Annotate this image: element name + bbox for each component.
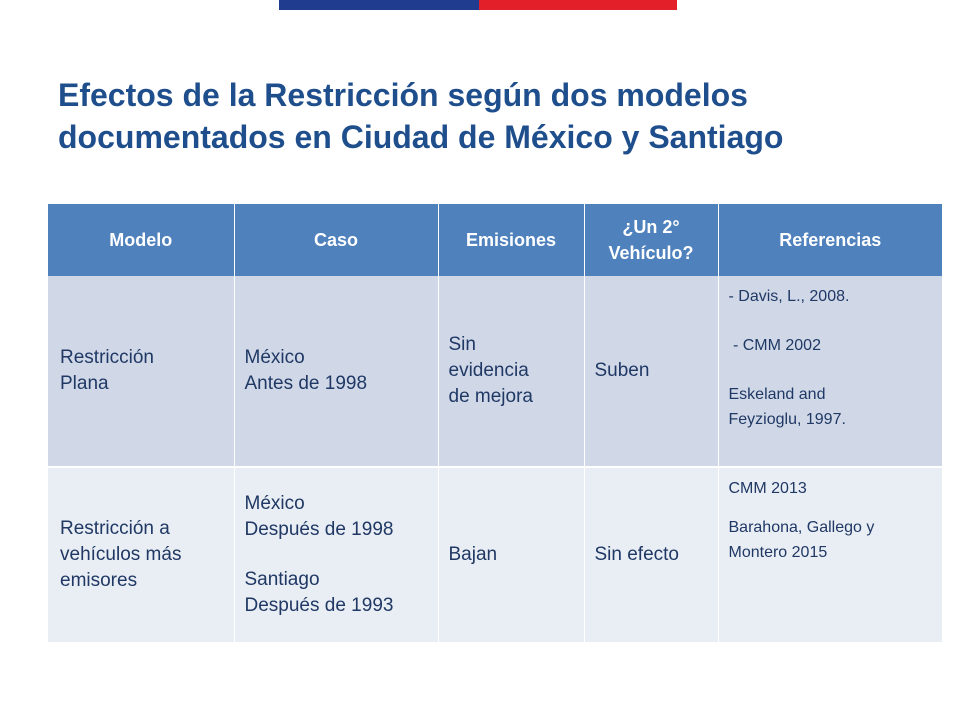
title-line-1: Efectos de la Restricción según dos modelos — [58, 77, 748, 113]
reference-item: Feyzioglu, 1997. — [728, 411, 846, 428]
header-vehiculo-line-2: Vehículo? — [608, 243, 694, 263]
cell-text: México — [244, 493, 305, 514]
header-caso: Caso — [234, 204, 438, 276]
top-accent-bar — [279, 0, 677, 10]
cell-emisiones: Bajan — [438, 467, 584, 642]
comparison-table — [48, 204, 942, 642]
cell-modelo — [48, 276, 234, 467]
cell-segundo-vehiculo: Suben — [584, 276, 718, 467]
table-row — [48, 467, 942, 642]
reference-item: Montero 2015 — [728, 544, 828, 561]
cell-referencias — [718, 467, 942, 642]
cell-text: Sin — [448, 334, 476, 355]
header-emisiones: Emisiones — [438, 204, 584, 276]
table-row — [48, 276, 942, 467]
slide-title — [58, 74, 918, 158]
header-referencias: Referencias — [718, 204, 942, 276]
cell-text: Santiago — [244, 569, 320, 590]
title-line-2: documentados en Ciudad de México y Santiago — [58, 119, 784, 155]
cell-text: Restricción — [60, 347, 154, 368]
reference-item: Barahona, Gallego y — [728, 519, 875, 536]
cell-text: Restricción a — [60, 518, 170, 539]
cell-text: de mejora — [448, 386, 533, 407]
table-header-row — [48, 204, 942, 276]
cell-emisiones — [438, 276, 584, 467]
cell-referencias — [718, 276, 942, 467]
cell-text: Plana — [60, 373, 109, 394]
header-segundo-vehiculo — [584, 204, 718, 276]
cell-text: vehículos más — [60, 544, 182, 565]
cell-caso — [234, 467, 438, 642]
cell-text: Después de 1998 — [244, 519, 394, 540]
cell-text: Después de 1993 — [244, 595, 394, 616]
cell-segundo-vehiculo: Sin efecto — [584, 467, 718, 642]
cell-text: México — [244, 347, 305, 368]
cell-caso — [234, 276, 438, 467]
cell-text: Antes de 1998 — [244, 373, 368, 394]
accent-bar-blue — [279, 0, 479, 10]
header-vehiculo-line-1: ¿Un 2° — [622, 217, 680, 237]
reference-item: Eskeland and — [728, 386, 826, 403]
reference-item: - Davis, L., 2008. — [728, 288, 850, 305]
cell-text: evidencia — [448, 360, 529, 381]
accent-bar-red — [479, 0, 677, 10]
header-modelo: Modelo — [48, 204, 234, 276]
reference-item: CMM 2013 — [728, 480, 807, 497]
reference-item: - CMM 2002 — [728, 337, 821, 354]
cell-text: emisores — [60, 570, 138, 591]
cell-modelo — [48, 467, 234, 642]
